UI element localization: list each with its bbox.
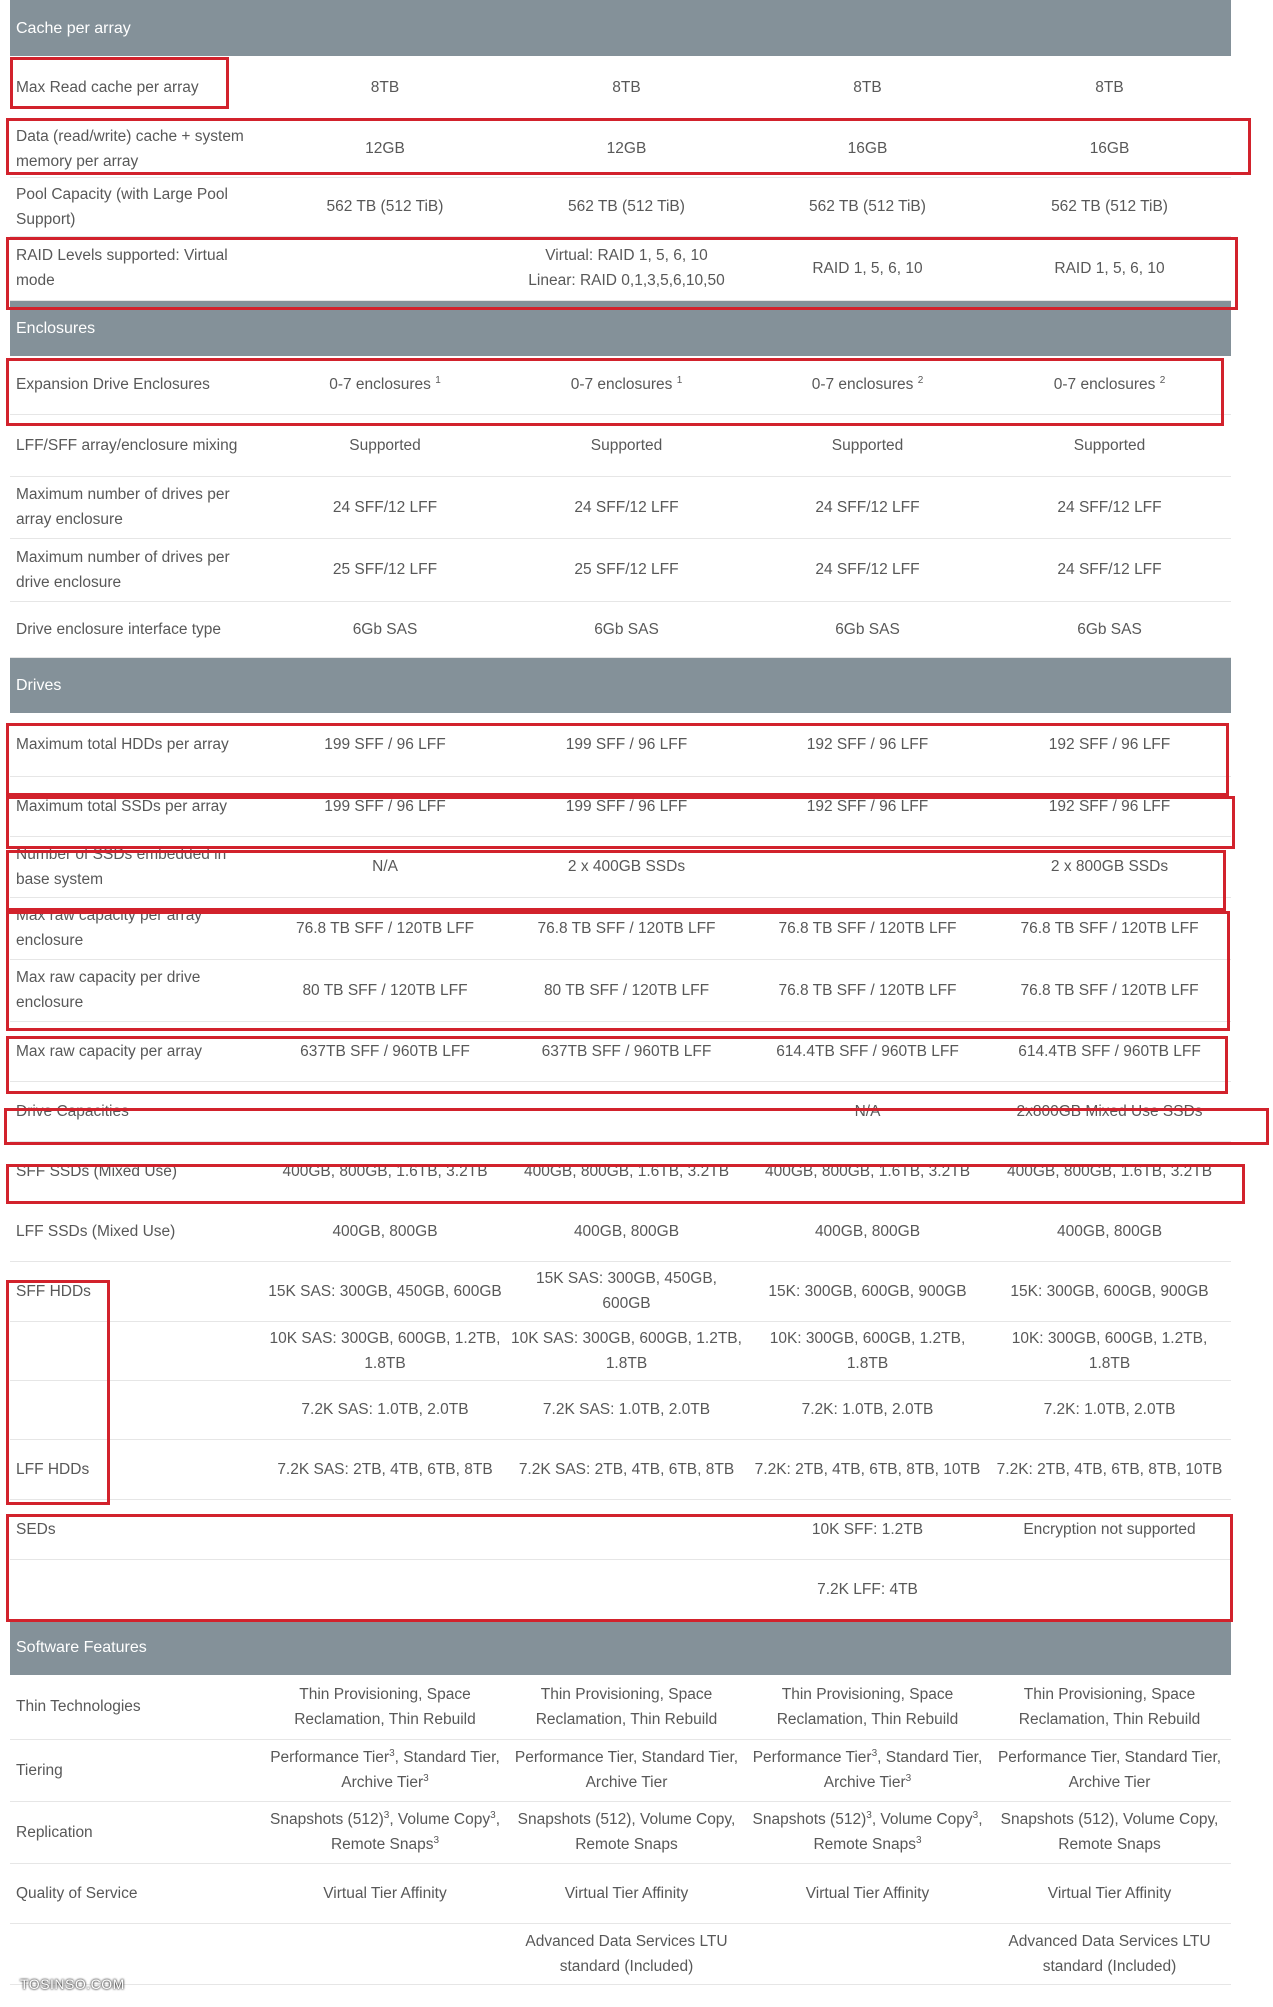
cell-value: 400GB, 800GB [747, 1201, 988, 1261]
row-label: Thin Technologies [10, 1675, 264, 1739]
cell-value [264, 1923, 506, 1984]
cell-value: 24 SFF/12 LFF [988, 538, 1231, 601]
cell-value: 76.8 TB SFF / 120TB LFF [988, 897, 1231, 959]
cell-value: 10K: 300GB, 600GB, 1.2TB, 1.8TB [988, 1321, 1231, 1380]
table-row [10, 1141, 1231, 1201]
cell-value: 192 SFF / 96 LFF [988, 776, 1231, 836]
cell-value [264, 1559, 506, 1619]
cell-value: 15K SAS: 300GB, 450GB, 600GB [264, 1261, 506, 1321]
row-label: LFF SSDs (Mixed Use) [10, 1201, 264, 1261]
cell-value: 6Gb SAS [747, 601, 988, 657]
section-title: Enclosures [10, 300, 1231, 356]
cell-value: 400GB, 800GB, 1.6TB, 3.2TB [264, 1141, 506, 1201]
cell-value: Performance Tier, Standard Tier, Archive Tier [506, 1739, 747, 1801]
cell-value [264, 1499, 506, 1559]
cell-value: 614.4TB SFF / 960TB LFF [988, 1021, 1231, 1081]
cell-value [506, 1499, 747, 1559]
cell-value: 562 TB (512 TiB) [747, 177, 988, 236]
cell-value: 7.2K SAS: 1.0TB, 2.0TB [506, 1380, 747, 1439]
cell-value: 2 x 800GB SSDs [988, 836, 1231, 897]
section-header [10, 1619, 1231, 1675]
cell-value: 10K SAS: 300GB, 600GB, 1.2TB, 1.8TB [506, 1321, 747, 1380]
cell-value: 7.2K: 2TB, 4TB, 6TB, 8TB, 10TB [988, 1439, 1231, 1499]
cell-value: 199 SFF / 96 LFF [506, 776, 747, 836]
cell-value: 76.8 TB SFF / 120TB LFF [747, 959, 988, 1021]
cell-value: 7.2K: 1.0TB, 2.0TB [988, 1380, 1231, 1439]
cell-value: 8TB [264, 56, 506, 120]
table-row [10, 177, 1231, 236]
table-row [10, 1675, 1231, 1739]
row-label: Maximum total HDDs per array [10, 713, 264, 776]
cell-value: Supported [988, 414, 1231, 476]
table-row [10, 1201, 1231, 1261]
table-row [10, 1380, 1231, 1439]
cell-value [747, 1923, 988, 1984]
table-row [10, 1739, 1231, 1801]
cell-value: Performance Tier, Standard Tier, Archive Tier [988, 1739, 1231, 1801]
section-header [10, 300, 1231, 356]
watermark: TOSINSO.COM [20, 1976, 125, 1992]
row-label [10, 1559, 264, 1619]
cell-value: 6Gb SAS [264, 601, 506, 657]
row-label: Drive Capacities [10, 1081, 264, 1141]
section-header [10, 657, 1231, 713]
table-row [10, 236, 1231, 300]
cell-value: N/A [747, 1081, 988, 1141]
cell-value [506, 1081, 747, 1141]
table-row [10, 1801, 1231, 1863]
table-row [10, 1081, 1231, 1141]
cell-value: Supported [264, 414, 506, 476]
cell-value: 10K: 300GB, 600GB, 1.2TB, 1.8TB [747, 1321, 988, 1380]
cell-value: 400GB, 800GB [506, 1201, 747, 1261]
cell-value: Supported [747, 414, 988, 476]
cell-value: 25 SFF/12 LFF [506, 538, 747, 601]
cell-value: 80 TB SFF / 120TB LFF [264, 959, 506, 1021]
cell-value: N/A [264, 836, 506, 897]
cell-value: Virtual Tier Affinity [988, 1863, 1231, 1923]
row-label: Max raw capacity per array enclosure [10, 897, 264, 959]
cell-value: 400GB, 800GB [988, 1201, 1231, 1261]
cell-value: 76.8 TB SFF / 120TB LFF [747, 897, 988, 959]
table-row [10, 959, 1231, 1021]
cell-value: Snapshots $(512)^3$, Volume Copy$^3$, Remote Snaps$^3$ [747, 1801, 988, 1863]
row-label: Max raw capacity per array [10, 1021, 264, 1081]
cell-value: 24 SFF/12 LFF [747, 476, 988, 538]
cell-value: 24 SFF/12 LFF [747, 538, 988, 601]
section-title: Software Features [10, 1619, 1231, 1675]
cell-value: Advanced Data Services LTU standard (Included) [506, 1923, 747, 1984]
table-row [10, 538, 1231, 601]
row-label [10, 1380, 264, 1439]
cell-value: 15K: 300GB, 600GB, 900GB [747, 1261, 988, 1321]
cell-value: Thin Provisioning, Space Reclamation, Thin Rebuild [988, 1675, 1231, 1739]
row-label: SFF SSDs (Mixed Use) [10, 1141, 264, 1201]
cell-value: RAID 1, 5, 6, 10 [747, 236, 988, 300]
cell-value: Performance Tier$^3$, Standard Tier, Archive Tier$^3$ [747, 1739, 988, 1801]
row-label [10, 1321, 264, 1380]
cell-value: 7.2K LFF: 4TB [747, 1559, 988, 1619]
cell-value: 8TB [988, 56, 1231, 120]
table-row [10, 1923, 1231, 1984]
cell-value: 76.8 TB SFF / 120TB LFF [988, 959, 1231, 1021]
spec-table [10, 0, 1231, 1985]
table-row [10, 356, 1231, 414]
cell-value: 192 SFF / 96 LFF [988, 713, 1231, 776]
cell-value: 192 SFF / 96 LFF [747, 776, 988, 836]
cell-value: 0-7 enclosures $^2$ [988, 356, 1231, 414]
cell-value: Supported [506, 414, 747, 476]
cell-value: 637TB SFF / 960TB LFF [506, 1021, 747, 1081]
table-row [10, 897, 1231, 959]
section-title: Drives [10, 657, 1231, 713]
cell-value: 16GB [988, 120, 1231, 177]
table-row [10, 1321, 1231, 1380]
table-row [10, 1559, 1231, 1619]
table-row [10, 1261, 1231, 1321]
cell-value: 562 TB (512 TiB) [988, 177, 1231, 236]
row-label: Tiering [10, 1739, 264, 1801]
cell-value: 192 SFF / 96 LFF [747, 713, 988, 776]
cell-value [747, 836, 988, 897]
cell-value: Advanced Data Services LTU standard (Included) [988, 1923, 1231, 1984]
cell-value: Thin Provisioning, Space Reclamation, Thin Rebuild [264, 1675, 506, 1739]
row-label: LFF HDDs [10, 1439, 264, 1499]
cell-value: 6Gb SAS [506, 601, 747, 657]
cell-value: RAID 1, 5, 6, 10 [988, 236, 1231, 300]
cell-value: Snapshots (512), Volume Copy, Remote Snaps [988, 1801, 1231, 1863]
table-row [10, 56, 1231, 120]
row-label: Expansion Drive Enclosures [10, 356, 264, 414]
cell-value: 12GB [264, 120, 506, 177]
section-header [10, 0, 1231, 56]
table-row [10, 601, 1231, 657]
cell-value: Performance Tier$^3$, Standard Tier, Archive Tier$^3$ [264, 1739, 506, 1801]
table-row [10, 1863, 1231, 1923]
table-row [10, 414, 1231, 476]
cell-value: Snapshots $(512)^3$, Volume Copy$^3$, Remote Snaps$^3$ [264, 1801, 506, 1863]
cell-value: 10K SFF: 1.2TB [747, 1499, 988, 1559]
cell-value: 199 SFF / 96 LFF [264, 776, 506, 836]
row-label: Pool Capacity (with Large Pool Support) [10, 177, 264, 236]
table-row [10, 476, 1231, 538]
row-label: Quality of Service [10, 1863, 264, 1923]
cell-value: 199 SFF / 96 LFF [264, 713, 506, 776]
cell-value: 8TB [506, 56, 747, 120]
cell-value: 400GB, 800GB, 1.6TB, 3.2TB [988, 1141, 1231, 1201]
cell-value: 24 SFF/12 LFF [506, 476, 747, 538]
cell-value: 7.2K: 1.0TB, 2.0TB [747, 1380, 988, 1439]
row-label: SFF HDDs [10, 1261, 264, 1321]
cell-value: 0-7 enclosures $^1$ [264, 356, 506, 414]
table-row [10, 713, 1231, 776]
cell-value: 562 TB (512 TiB) [506, 177, 747, 236]
cell-value: Thin Provisioning, Space Reclamation, Thin Rebuild [747, 1675, 988, 1739]
cell-value: Virtual Tier Affinity [264, 1863, 506, 1923]
cell-value: 0-7 enclosures $^1$ [506, 356, 747, 414]
cell-value: 7.2K SAS: 2TB, 4TB, 6TB, 8TB [506, 1439, 747, 1499]
cell-value: Virtual Tier Affinity [747, 1863, 988, 1923]
cell-value: 24 SFF/12 LFF [264, 476, 506, 538]
table-row [10, 1439, 1231, 1499]
cell-value: 15K: 300GB, 600GB, 900GB [988, 1261, 1231, 1321]
cell-value: 400GB, 800GB, 1.6TB, 3.2TB [747, 1141, 988, 1201]
cell-value: 6Gb SAS [988, 601, 1231, 657]
row-label: Max raw capacity per drive enclosure [10, 959, 264, 1021]
row-label [10, 1923, 264, 1984]
cell-value: Snapshots (512), Volume Copy, Remote Snaps [506, 1801, 747, 1863]
row-label: Maximum total SSDs per array [10, 776, 264, 836]
cell-value: 637TB SFF / 960TB LFF [264, 1021, 506, 1081]
cell-value [988, 1559, 1231, 1619]
row-label: RAID Levels supported: Virtual mode [10, 236, 264, 300]
table-row [10, 776, 1231, 836]
table-row [10, 120, 1231, 177]
cell-value [264, 1081, 506, 1141]
cell-value: 7.2K SAS: 2TB, 4TB, 6TB, 8TB [264, 1439, 506, 1499]
cell-value: 7.2K: 2TB, 4TB, 6TB, 8TB, 10TB [747, 1439, 988, 1499]
cell-value: 400GB, 800GB, 1.6TB, 3.2TB [506, 1141, 747, 1201]
cell-value [264, 236, 506, 300]
cell-value: Virtual Tier Affinity [506, 1863, 747, 1923]
cell-value: 0-7 enclosures $^2$ [747, 356, 988, 414]
row-label: Data (read/write) cache + system memory per array [10, 120, 264, 177]
cell-value: 562 TB (512 TiB) [264, 177, 506, 236]
row-label: LFF/SFF array/enclosure mixing [10, 414, 264, 476]
cell-value: 199 SFF / 96 LFF [506, 713, 747, 776]
cell-value [506, 1559, 747, 1619]
cell-value: Encryption not supported [988, 1499, 1231, 1559]
cell-value: 400GB, 800GB [264, 1201, 506, 1261]
row-label: Max Read cache per array [10, 56, 264, 120]
cell-value: 10K SAS: 300GB, 600GB, 1.2TB, 1.8TB [264, 1321, 506, 1380]
cell-value: 2 x 400GB SSDs [506, 836, 747, 897]
cell-value: 8TB [747, 56, 988, 120]
cell-value: 12GB [506, 120, 747, 177]
row-label: Replication [10, 1801, 264, 1863]
row-label: Maximum number of drives per array enclosure [10, 476, 264, 538]
table-row [10, 1499, 1231, 1559]
cell-value: 76.8 TB SFF / 120TB LFF [506, 897, 747, 959]
cell-value: Virtual: RAID 1, 5, 6, 10 Linear: RAID 0,1,3,5,6,10,50 [506, 236, 747, 300]
cell-value: 15K SAS: 300GB, 450GB, 600GB [506, 1261, 747, 1321]
cell-value: 80 TB SFF / 120TB LFF [506, 959, 747, 1021]
table-row [10, 1021, 1231, 1081]
cell-value: 614.4TB SFF / 960TB LFF [747, 1021, 988, 1081]
table-row [10, 836, 1231, 897]
cell-value: 16GB [747, 120, 988, 177]
row-label: Number of SSDs embedded in base system [10, 836, 264, 897]
cell-value: 24 SFF/12 LFF [988, 476, 1231, 538]
row-label: SEDs [10, 1499, 264, 1559]
cell-value: Thin Provisioning, Space Reclamation, Thin Rebuild [506, 1675, 747, 1739]
cell-value: 7.2K SAS: 1.0TB, 2.0TB [264, 1380, 506, 1439]
cell-value: 2x800GB Mixed Use SSDs [988, 1081, 1231, 1141]
row-label: Maximum number of drives per drive enclosure [10, 538, 264, 601]
cell-value: 25 SFF/12 LFF [264, 538, 506, 601]
row-label: Drive enclosure interface type [10, 601, 264, 657]
cell-value: 76.8 TB SFF / 120TB LFF [264, 897, 506, 959]
section-title: Cache per array [10, 0, 1231, 56]
